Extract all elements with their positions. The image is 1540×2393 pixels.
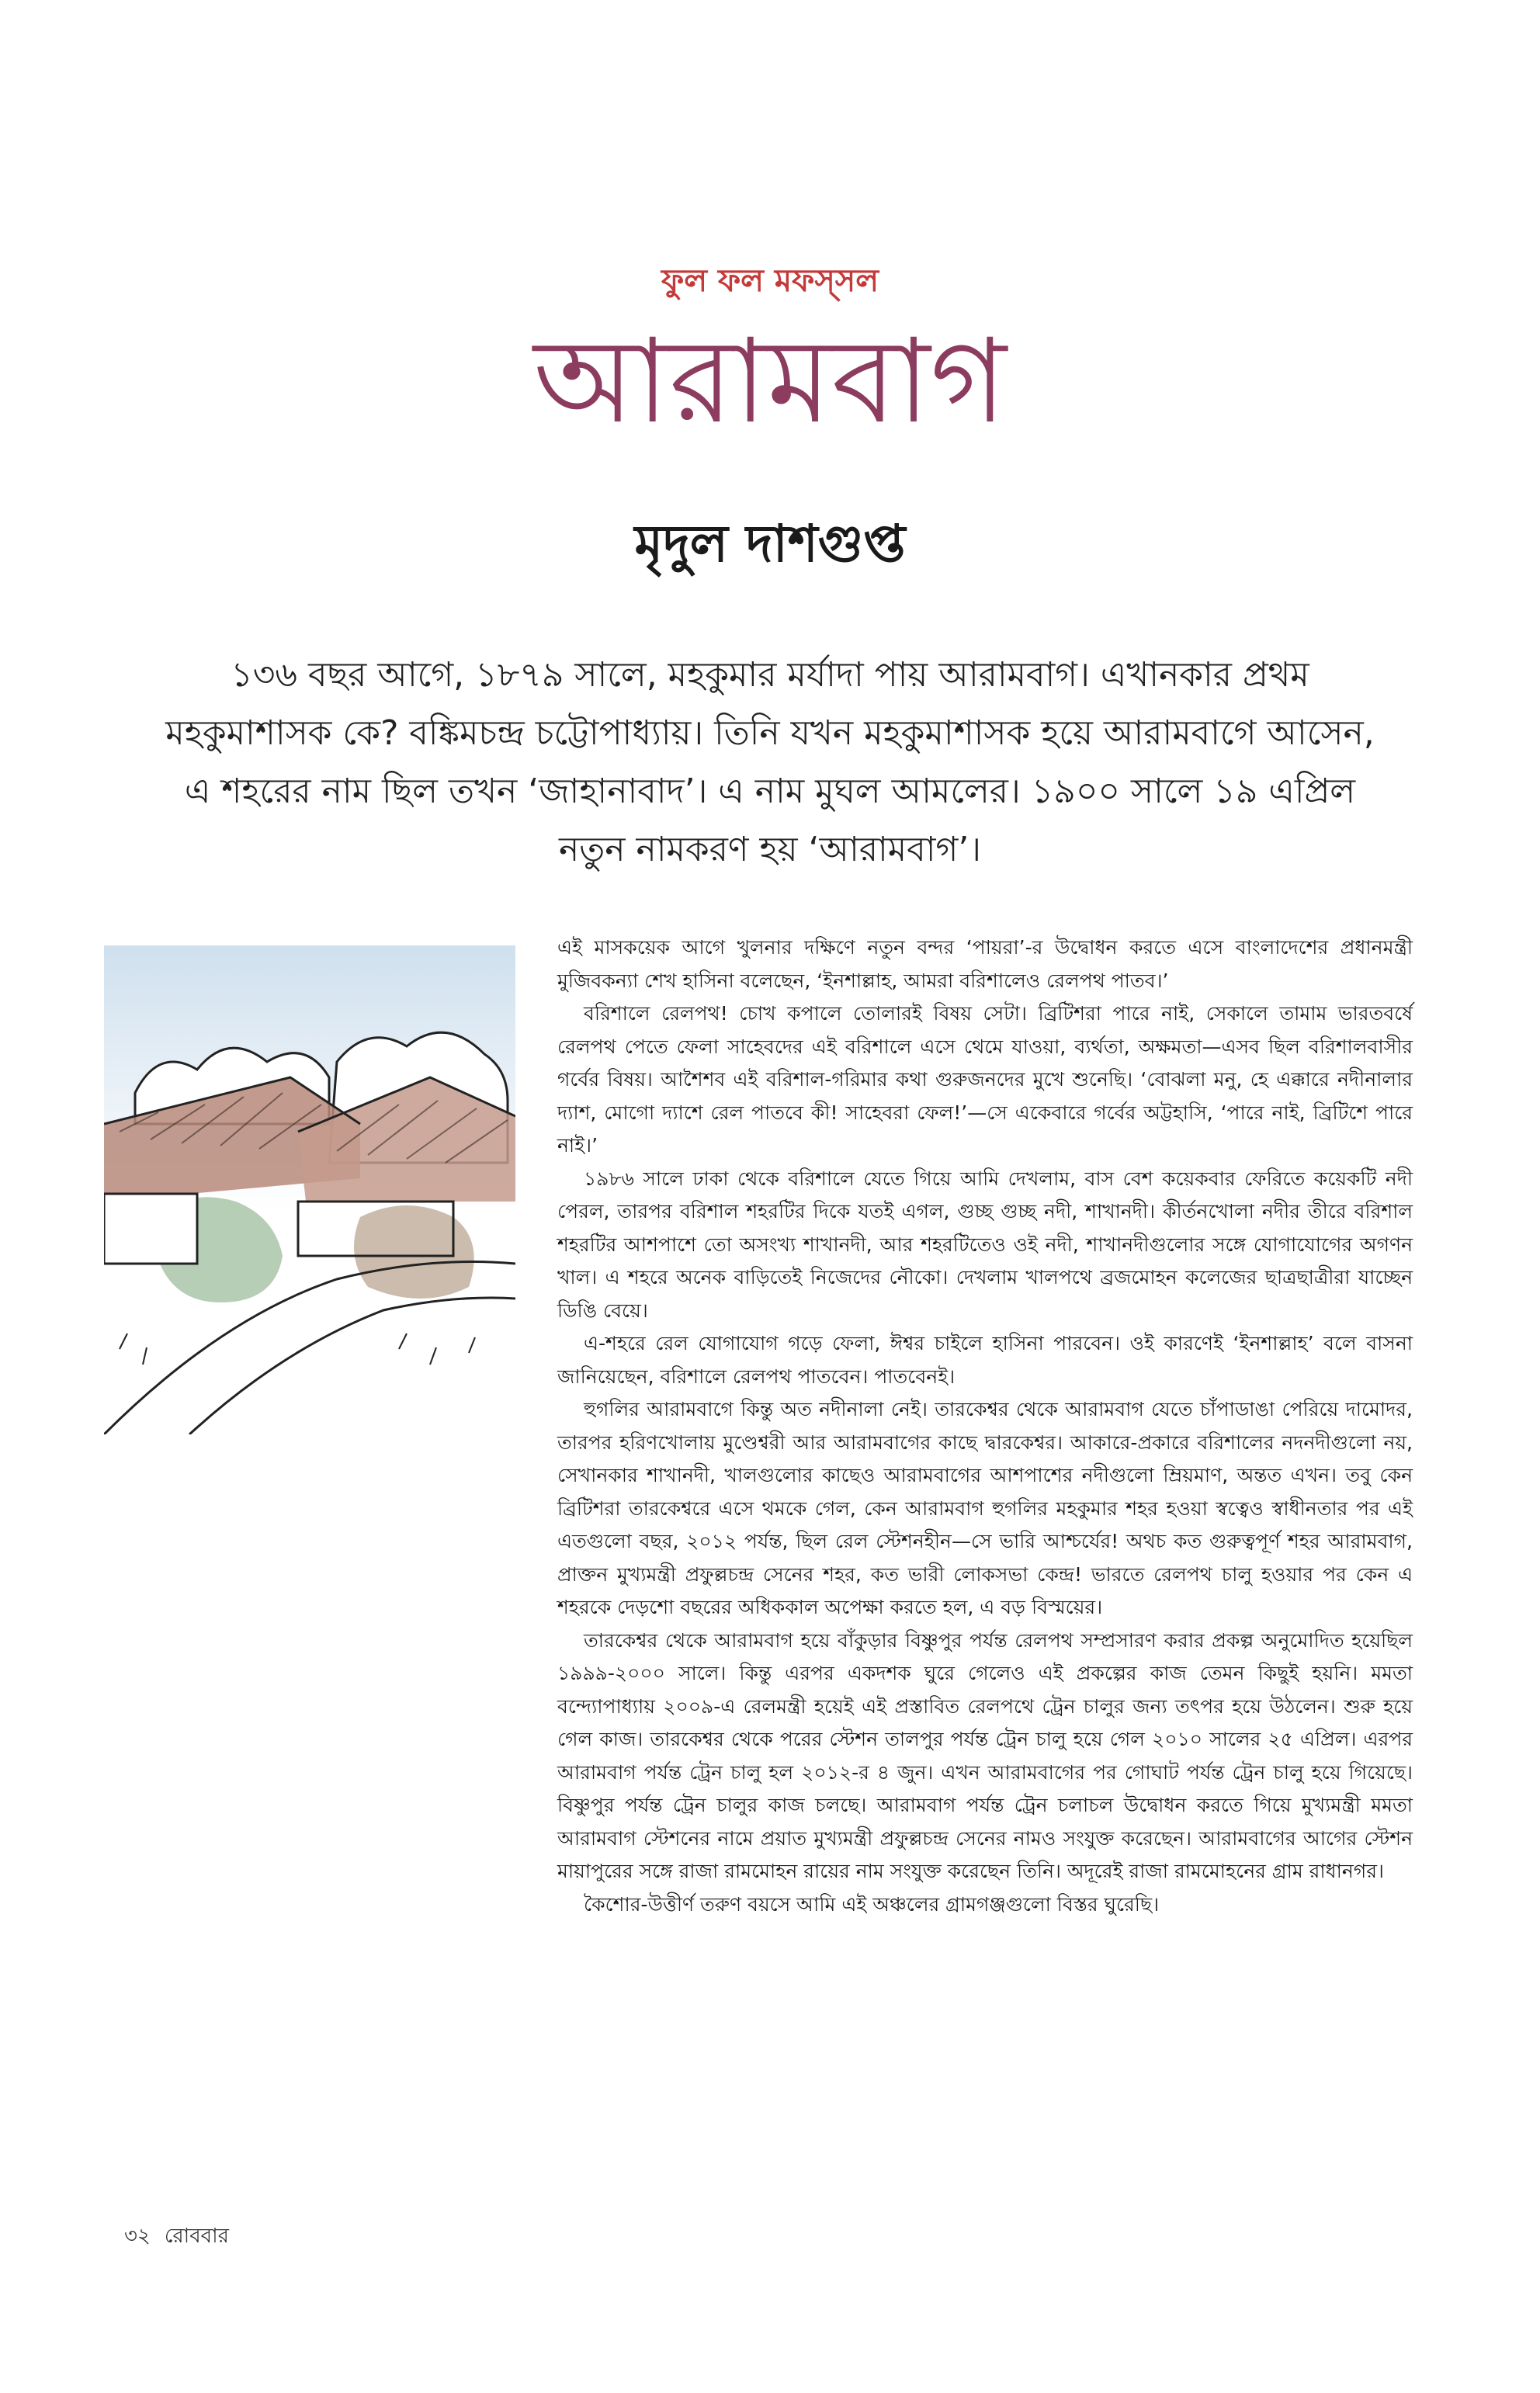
body-paragraph: হুগলির আরামবাগে কিন্তু অত নদীনালা নেই। তারকেশ্বর থেকে আরামবাগ যেতে চাঁপাডাঙা পেরিয়ে দামোদর, তারপর হরিণখোলায় মুণ্ডেশ্বরী আর আরামবাগের কাছে দ্বারকেশ্বর। আকারে-প্রকারে বরিশালের নদনদীগুলো নয়, সেখানকার শাখানদী, খালগুলোর কাছেও আরামবাগের আশপাশের নদীগুলো ম্রিয়মাণ, অন্তত এখন। তবু কেন ব্রিটিশরা তারকেশ্বরে এসে থমকে গেল, কেন আরামবাগ হুগলির মহকুমার শহর হওয়া স্বত্বেও স্বাধীনতার পর এই এতগুলো বছর, ২০১২ পর্যন্ত, ছিল রেল স্টেশনহীন—সে ভারি আশ্চর্যের! অথচ কত গুরুত্বপূর্ণ শহর আরামবাগ, প্রাক্তন মুখ্যমন্ত্রী প্রফুল্লচন্দ্র সেনের শহর, কত ভারী লোকসভা কেন্দ্র! ভারতে রেলপথ চালু হওয়ার পর কেন এ শহরকে দেড়শো বছরের অধিককাল অপেক্ষা করতে হল, এ বড় বিস্ময়ের। [557,1398,1413,1618]
body-paragraph: বরিশালে রেলপথ! চোখ কপালে তোলারই বিষয় সেটা। ব্রিটিশরা পারে নাই, সেকালে তামাম ভারতবর্ষে রেলপথ পেতে ফেলা সাহেবদের এই বরিশালে এসে থেমে যাওয়া, ব্যর্থতা, অক্ষমতা—এসব ছিল বরিশালবাসীর গর্বের বিষয়। আশৈশব এই বরিশাল-গরিমার কথা গুরুজনদের মুখে শুনেছি। ‘বোঝলা মনু, হে এক্কারে নদীনালার দ্যাশ, মোগো দ্যাশে রেল পাতবে কী! সাহেবরা ফেল!’—সে একেবারে গর্বের অট্টহাসি, ‘পারে নাই, ব্রিটিশে পারে নাই।’ [557,1002,1413,1157]
article-title: আরামবাগ [533,314,1007,449]
body-paragraph: কৈশোর-উত্তীর্ণ তরুণ বয়সে আমি এই অঞ্চলের গ্রামগঞ্জগুলো বিস্তর ঘুরেছি। [584,1892,1160,1916]
intro-standfirst: ১৩৬ বছর আগে, ১৮৭৯ সালে, মহকুমার মর্যাদা পায় আরামবাগ। এখানকার প্রথম মহকুমাশাসক কে? বঙ্কিমচন্দ্র চট্টোপাধ্যায়। তিনি যখন মহকুমাশাসক হয়ে আরামবাগে আসেন, এ শহরের নাম ছিল তখন ‘জাহানাবাদ’। এ নাম মুঘল আমলের। ১৯০০ সালে ১৯ এপ্রিল নতুন নামকরণ হয় ‘আরামবাগ’। [165,655,1375,869]
body-paragraph: তারকেশ্বর থেকে আরামবাগ হয়ে বাঁকুড়ার বিষ্ণুপুর পর্যন্ত রেলপথ সম্প্রসারণ করার প্রকল্প অনুমোদিত হয়েছিল ১৯৯৯-২০০০ সালে। কিন্তু এরপর একদশক ঘুরে গেলেও এই প্রকল্পের কাজ তেমন কিছুই হয়নি। মমতা বন্দ্যোপাধ্যায় ২০০৯-এ রেলমন্ত্রী হয়েই এই প্রস্তাবিত রেলপথে ট্রেন চালুর জন্য তৎপর হয়ে উঠলেন। শুরু হয়ে গেল কাজ। তারকেশ্বর থেকে পরের স্টেশন তালপুর পর্যন্ত ট্রেন চালু হয়ে গেল ২০১০ সালের ২৫ এপ্রিল। এরপর আরামবাগ পর্যন্ত ট্রেন চালু হল ২০১২-র ৪ জুন। এখন আরামবাগের পর গোঘাট পর্যন্ত ট্রেন চালু হয়ে গিয়েছে। বিষ্ণুপুর পর্যন্ত ট্রেন চালুর কাজ চলছে। আরামবাগ পর্যন্ত ট্রেন চলাচল উদ্বোধন করতে গিয়ে মুখ্যমন্ত্রী মমতা আরামবাগ স্টেশনের নামে প্রয়াত মুখ্যমন্ত্রী প্রফুল্লচন্দ্র সেনের নামও সংযুক্ত করেছেন। আরামবাগের আগের স্টেশন মায়াপুরের সঙ্গে রাজা রামমোহন রায়ের নাম সংযুক্ত করেছেন তিনি। অদূরেই রাজা রামমোহনের গ্রাম রাধানগর। [557,1628,1413,1882]
town-sketch-illustration [104,945,515,1434]
body-paragraph: ১৯৮৬ সালে ঢাকা থেকে বরিশালে যেতে গিয়ে আমি দেখলাম, বাস বেশ কয়েকবার ফেরিতে কয়েকটি নদী পেরল, তারপর বরিশাল শহরটির দিকে যতই এগল, গুচ্ছ গুচ্ছ নদী, শাখানদী। কীর্তনখোলা নদীর তীরে বরিশাল শহরটির আশপাশে তো অসংখ্য শাখানদী, আর শহরটিতেও ওই নদী, শাখানদীগুলোর সঙ্গে যোগাযোগের অগণন খাল। এ শহরে অনেক বাড়িতেই নিজেদের নৌকো। দেখলাম খালপথে ব্রজমোহন কলেজের ছাত্রছাত্রীরা যাচ্ছেন ডিঙি বেয়ে। [557,1167,1413,1322]
author-name: মৃদুল দাশগুপ্ত [634,514,906,574]
article-body [557,931,1413,1921]
series-label: ফুল ফল মফস্‌সল [661,263,879,299]
page-number: ৩২ [124,2225,151,2248]
magazine-name: রোববার [164,2225,229,2248]
body-paragraph: এ-শহরে রেল যোগাযোগ গড়ে ফেলা, ঈশ্বর চাইলে হাসিনা পারবেন। ওই কারণেই ‘ইনশাল্লাহ’ বলে বাসনা জানিয়েছেন, বরিশালে রেলপথ পাতবেন। পাতবেনই। [557,1332,1413,1388]
page-footer [124,2220,229,2254]
body-paragraph: এই মাসকয়েক আগে খুলনার দক্ষিণে নতুন বন্দর ‘পায়রা’-র উদ্বোধন করতে এসে বাংলাদেশের প্রধানমন্ত্রী মুজিবকন্যা শেখ হাসিনা বলেছেন, ‘ইনশাল্লাহ, আমরা বরিশালেও রেলপথ পাতব।’ [557,936,1413,992]
